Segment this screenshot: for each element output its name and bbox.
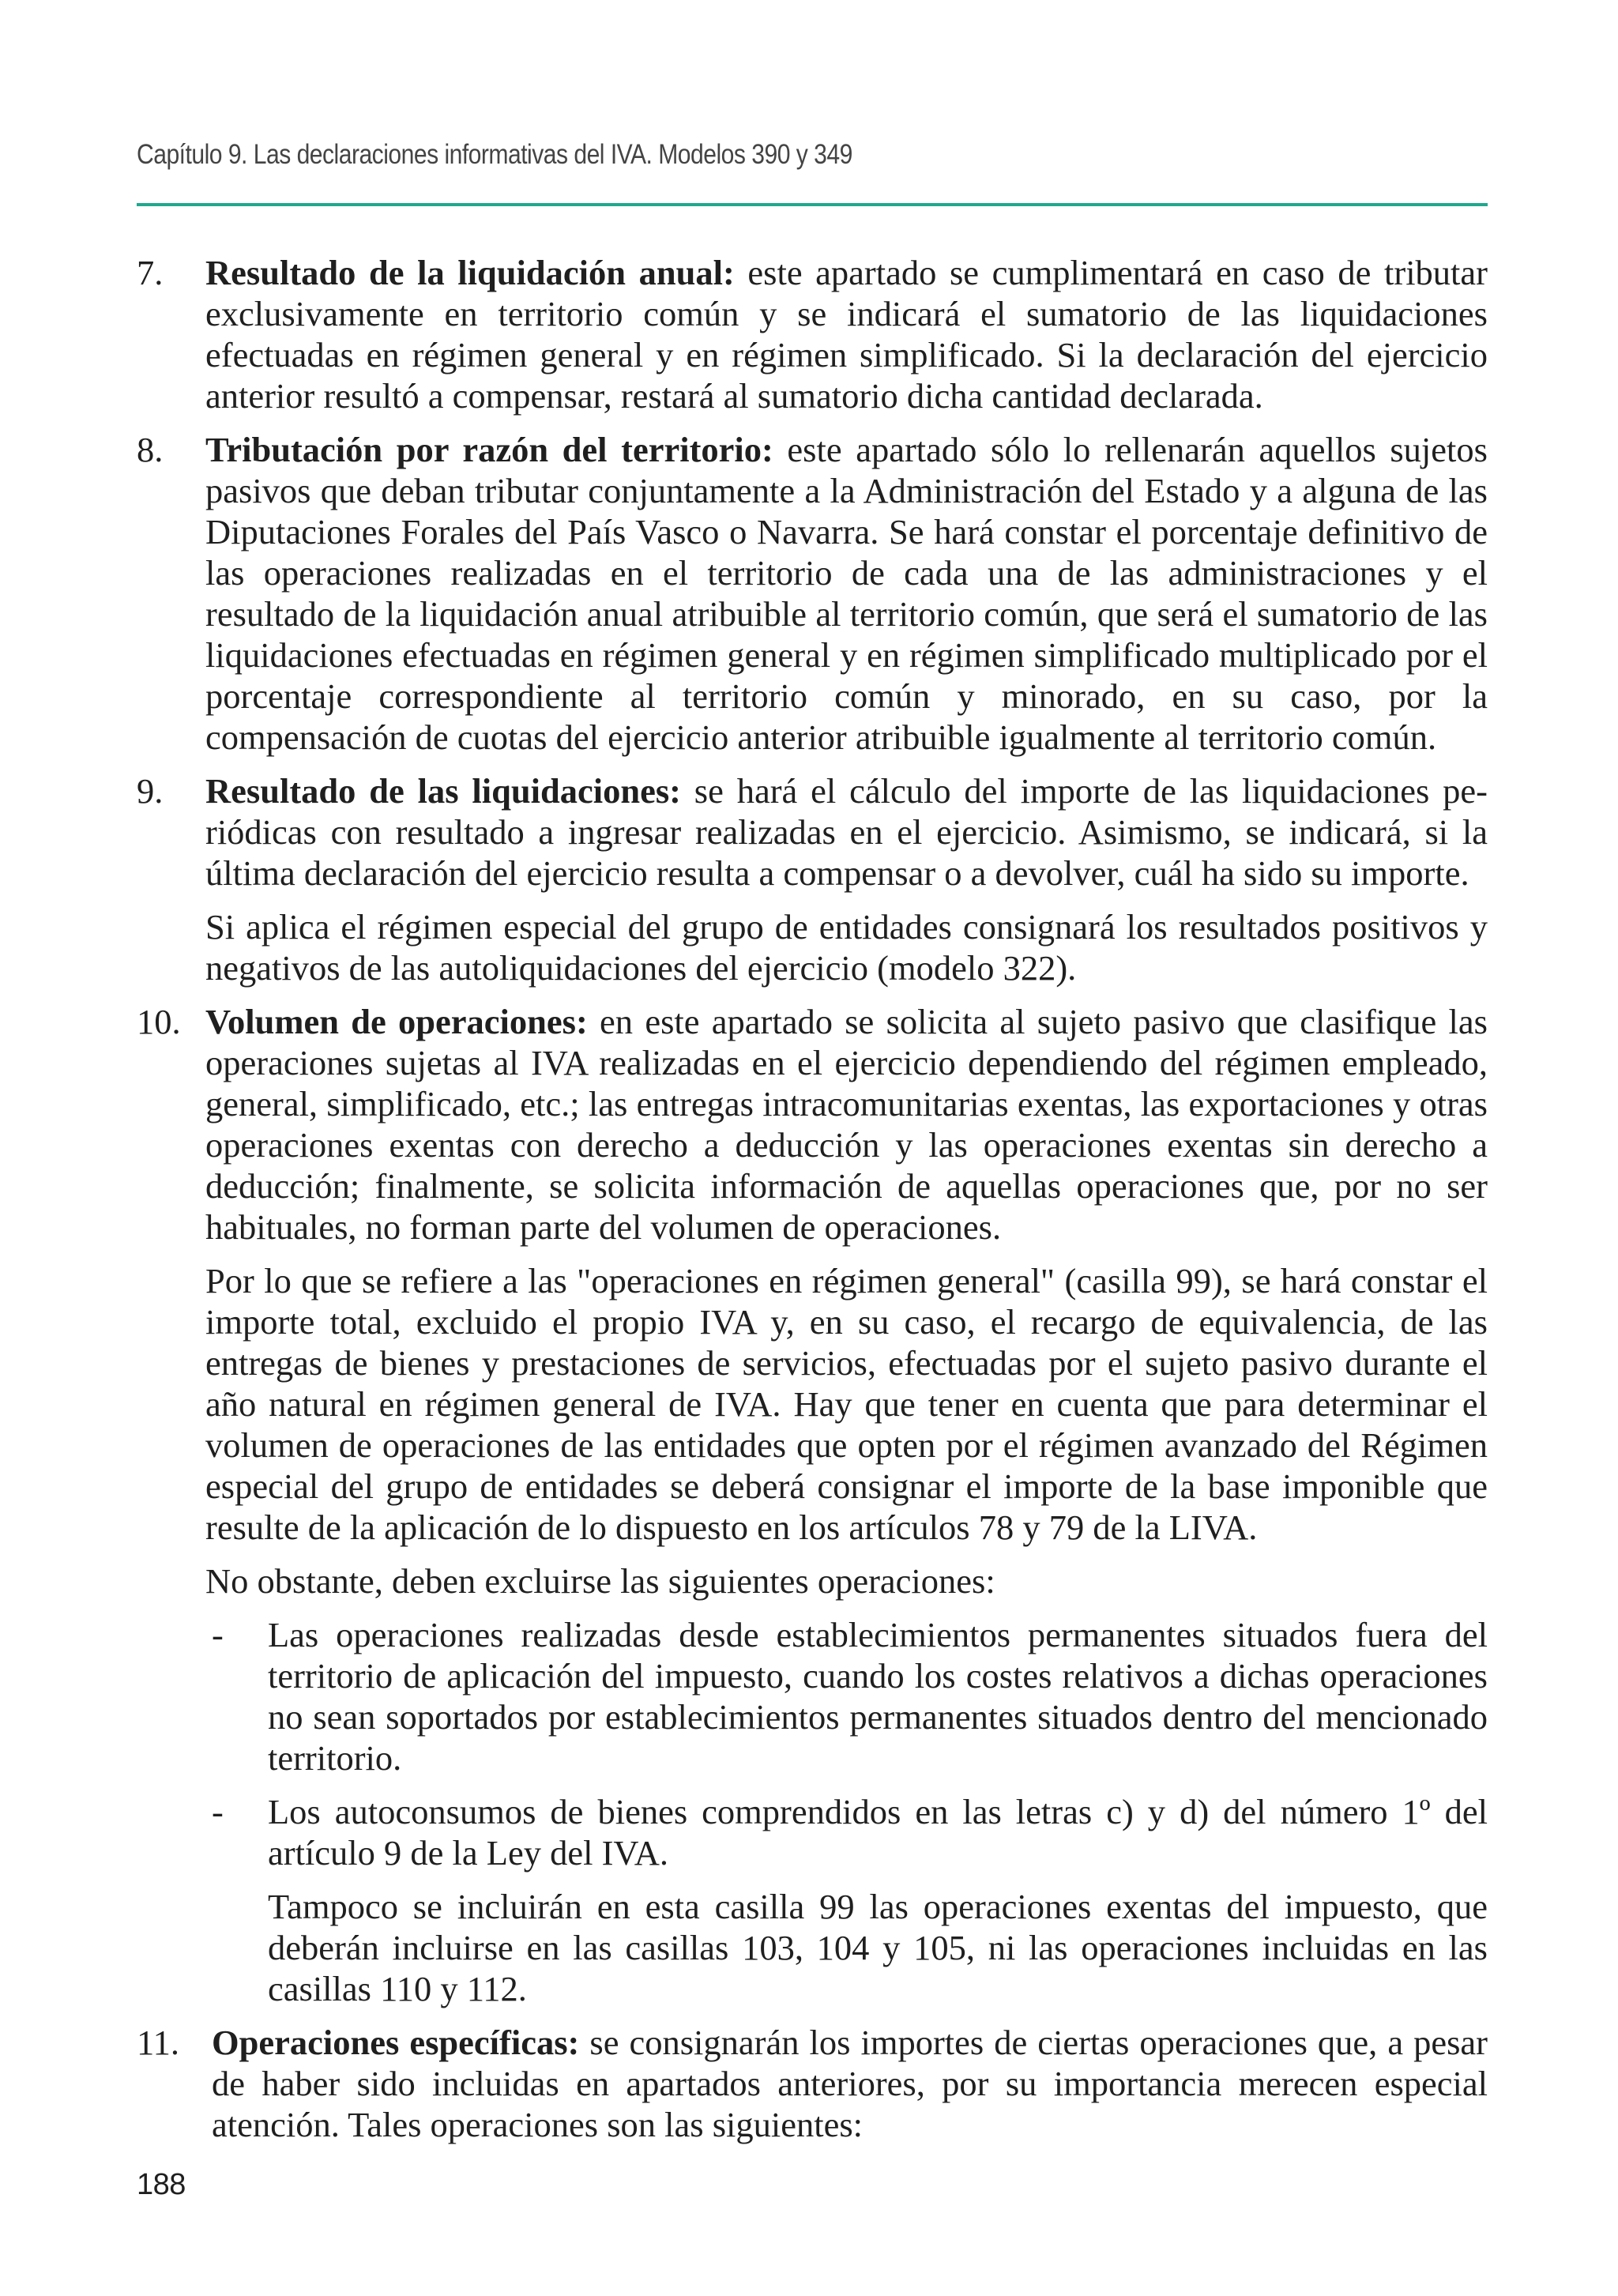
dash-list-item: [205, 1614, 1488, 1778]
list-item-7: [137, 252, 1488, 416]
item-term: Operaciones específicas:: [212, 2023, 580, 2062]
item-text: este apartado sólo lo rellenarán aquellos sujetos pasivos que deban tributar conjuntamente a la Administración del Estado y a alguna de las Diputaciones Forales del País Vasco o Navarra. Se hará constar el porcentaje definitivo de las operaciones realizadas en el territorio de cada una de las administraciones y el resultado de la liquidación anual atribuible al territorio común, que será el sumatorio de las liquidaciones efectuadas en régimen general y en régimen simplificado multiplicado por el porcentaje correspondiente al territorio común y minorado, en su caso, por la compensación de cuotas del ejercicio anterior atribuible igualmente al territorio común.: [205, 430, 1488, 757]
item-paragraph: [205, 770, 1488, 894]
item-term: Volumen de operaciones:: [205, 1002, 588, 1041]
chapter-header: Capítulo 9. Las declaraciones informativas del IVA. Modelos 390 y 349: [137, 139, 852, 170]
page-body: [137, 252, 1488, 2158]
dash-item-extra: Tampoco se incluirán en esta casilla 99 las operaciones exentas del impuesto, que deberán incluirse en las casillas 103, 104 y 105, ni las operaciones incluidas en las casillas 110 y 112.: [268, 1887, 1488, 2008]
item-paragraph: [205, 252, 1488, 416]
page-number: 188: [137, 2168, 186, 2201]
item-number: 10.: [137, 1002, 181, 1041]
item-paragraph: [205, 429, 1488, 758]
header-divider: [137, 203, 1488, 206]
item-paragraph: [212, 2022, 1488, 2145]
dash-item-text: Las operaciones realizadas desde establecimientos permanentes situados fuera del territorio de aplicación del impuesto, cuando los costes relativos a dichas operaciones no sean soportados por establecimientos permanentes situados dentro del mencionado territorio.: [268, 1615, 1488, 1778]
item-number: 8.: [137, 430, 164, 469]
list-item-11: [137, 2022, 1488, 2145]
item-text: en este apartado se solicita al sujeto pasivo que clasifique las operaciones sujetas al IVA realizadas en el ejercicio dependiendo del régimen empleado, general, simplificado, etc.; las entregas intracomunitarias exentas, las exportaciones y otras operaciones exentas con derecho a deducción y las operaciones exentas sin derecho a deducción; finalmente, se solicita información de aquellas operaciones que, por no ser habituales, no forman parte del volumen de operaciones.: [205, 1002, 1488, 1247]
item-text: se hará el cálculo del importe de las liquidaciones periódicas con resultado a ingresar realizadas en el ejercicio. Asimismo, se indicará, si la última declaración del ejercicio resulta a compensar o a devolver, cuál ha sido su importe.: [205, 771, 1488, 893]
item-text: se consignarán los importes de ciertas operaciones que, a pesar de haber sido incluidas en apartados anteriores, por su importancia merecen especial atención. Tales operaciones son las siguientes:: [212, 2023, 1488, 2144]
item-term: Tributación por razón del territorio:: [205, 430, 773, 469]
list-item-9: [137, 770, 1488, 988]
list-item-10: [137, 1001, 1488, 2009]
item-number: 9.: [137, 771, 164, 811]
item-paragraph: [205, 1001, 1488, 1248]
dash-marker: -: [212, 1615, 224, 1654]
item-number: 7.: [137, 253, 164, 292]
item-text: este apartado se cumplimentará en caso de tributar exclusivamente en territorio común y se indicará el sumatorio de las liquidaciones efectuadas en régimen general y en régimen simplificado. Si la declaración del ejercicio anterior resultó a compensar, restará al sumatorio dicha cantidad declarada.: [205, 253, 1488, 416]
item-paragraph-2: Por lo que se refiere a las "operaciones en régimen general" (casilla 99), se hará constar el importe total, excluido el propio IVA y, en su caso, el recargo de equivalencia, de las entregas de bienes y prestaciones de servicios, efectuadas por el sujeto pasivo durante el año natural en régimen general de IVA. Hay que tener en cuenta que para determinar el volumen de operaciones de las entidades que opten por el régimen avanzado del Régimen especial del grupo de entidades se deberá consignar el importe de la base imponible que resulte de la aplicación de lo dispuesto en los artículos 78 y 79 de la LIVA.: [205, 1261, 1488, 1547]
dash-marker: -: [212, 1792, 224, 1831]
list-item-8: [137, 429, 1488, 758]
item-extra-paragraph: Si aplica el régimen especial del grupo de entidades consignará los resultados positivos y negativos de las autoliquidaciones del ejercicio (modelo 322).: [205, 907, 1488, 988]
item-term: Resultado de la liquidación anual:: [205, 253, 735, 292]
item-number: 11.: [137, 2023, 179, 2062]
item-paragraph-3: No obstante, deben excluirse las siguientes operaciones:: [205, 1561, 995, 1601]
dash-list-item: [205, 1791, 1488, 2009]
item-term: Resultado de las liquidaciones:: [205, 771, 681, 811]
dash-item-text: Los autoconsumos de bienes comprendidos en las letras c) y d) del número 1º del artículo 9 de la Ley del IVA.: [268, 1792, 1488, 1873]
